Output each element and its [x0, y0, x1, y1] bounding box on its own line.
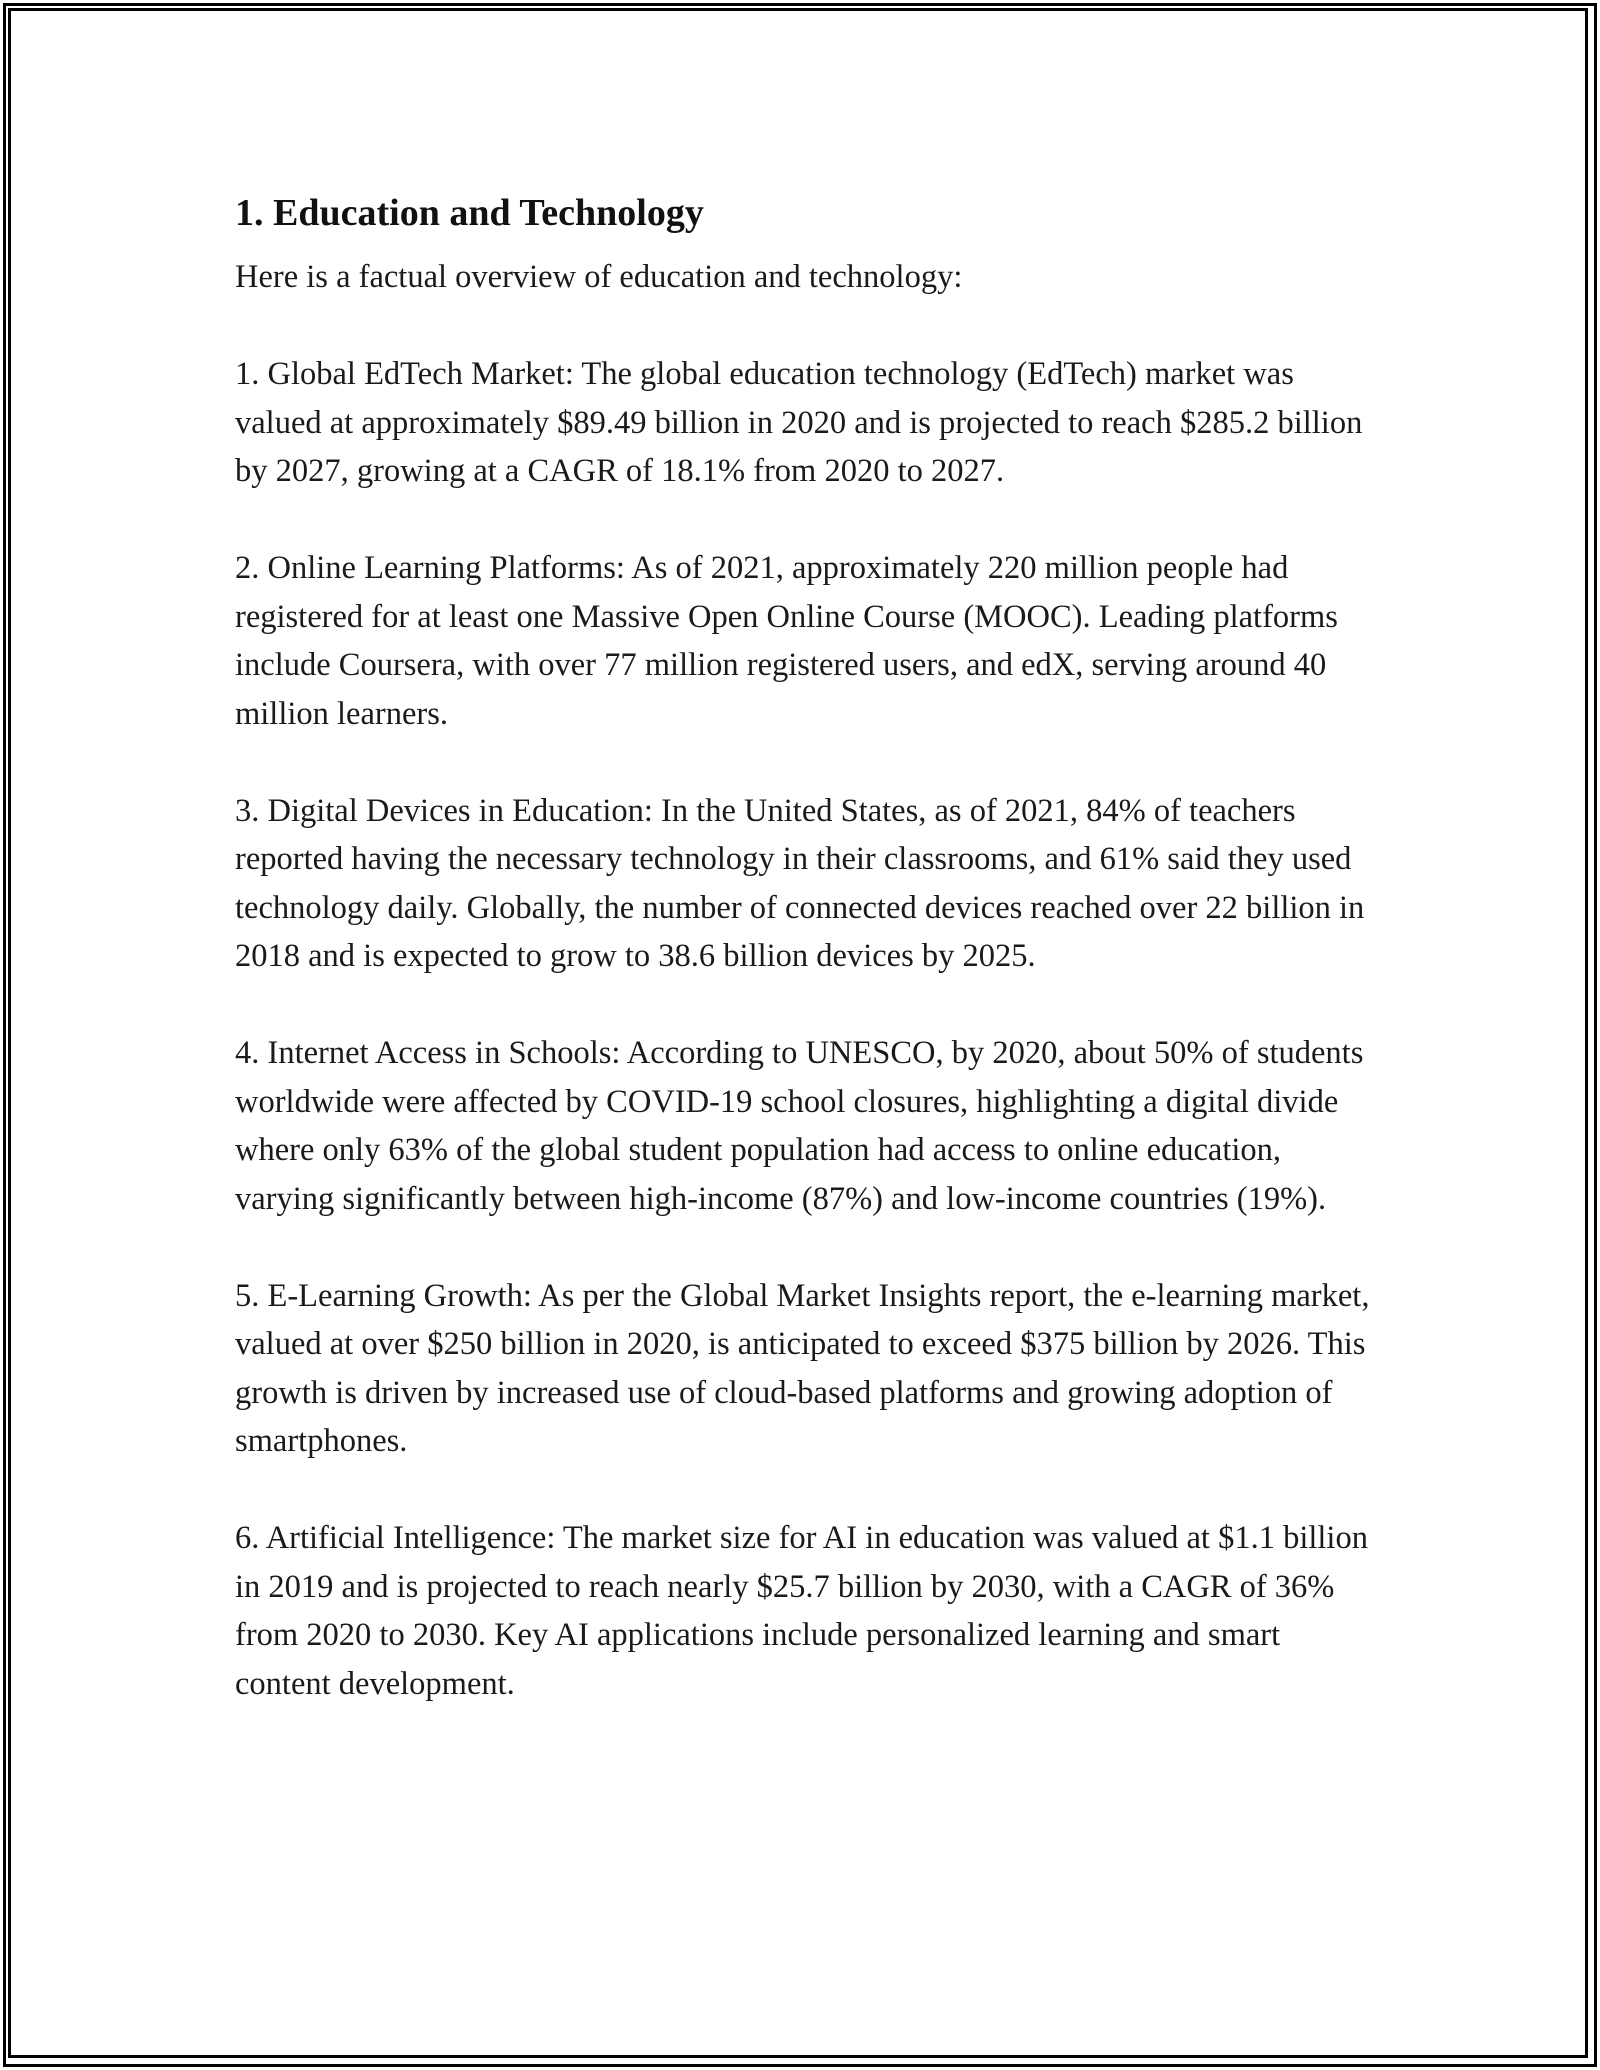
- paragraph-edtech-market: 1. Global EdTech Market: The global education technology (EdTech) market was valued at approximately $89.49 billion in 2020 and is projected to reach $285.2 billion by 2027, growing at a CAGR of 18.1% from 2020 to 2027.: [235, 356, 1363, 489]
- paragraph-internet-access: 4. Internet Access in Schools: According to UNESCO, by 2020, about 50% of students worldwide were affected by COVID-19 school closures, highlighting a digital divide where only 63% of the global student population had access to online education, varying significantly between high-income (87%) and low-income countries (19%).: [235, 1035, 1364, 1217]
- paragraph-artificial-intelligence: 6. Artificial Intelligence: The market size for AI in education was valued at $1.1 billion in 2019 and is projected to reach nearly $25.7 billion by 2030, with a CAGR of 36% from 2020 to 2030. Key AI applications include personalized learning and smart content development.: [235, 1520, 1368, 1702]
- paragraph-digital-devices: 3. Digital Devices in Education: In the United States, as of 2021, 84% of teachers reported having the necessary technology in their classrooms, and 61% said they used technology daily. Globally, the number of connected devices reached over 22 billion in 2018 and is expected to grow to 38.6 billion devices by 2025.: [235, 792, 1365, 974]
- intro-paragraph: Here is a factual overview of education and technology:: [235, 259, 963, 295]
- section-heading: 1. Education and Technology: [235, 192, 704, 234]
- document-body: [235, 185, 1375, 1757]
- paragraph-elearning-growth: 5. E-Learning Growth: As per the Global Market Insights report, the e-learning market, valued at over $250 billion in 2020, is anticipated to exceed $375 billion by 2026. This growth is driven by increased use of cloud-based platforms and growing adoption of smartphones.: [235, 1277, 1370, 1459]
- paragraph-online-learning: 2. Online Learning Platforms: As of 2021, approximately 220 million people had registered for at least one Massive Open Online Course (MOOC). Leading platforms include Coursera, with over 77 million registered users, and edX, serving around 40 million learners.: [235, 550, 1338, 732]
